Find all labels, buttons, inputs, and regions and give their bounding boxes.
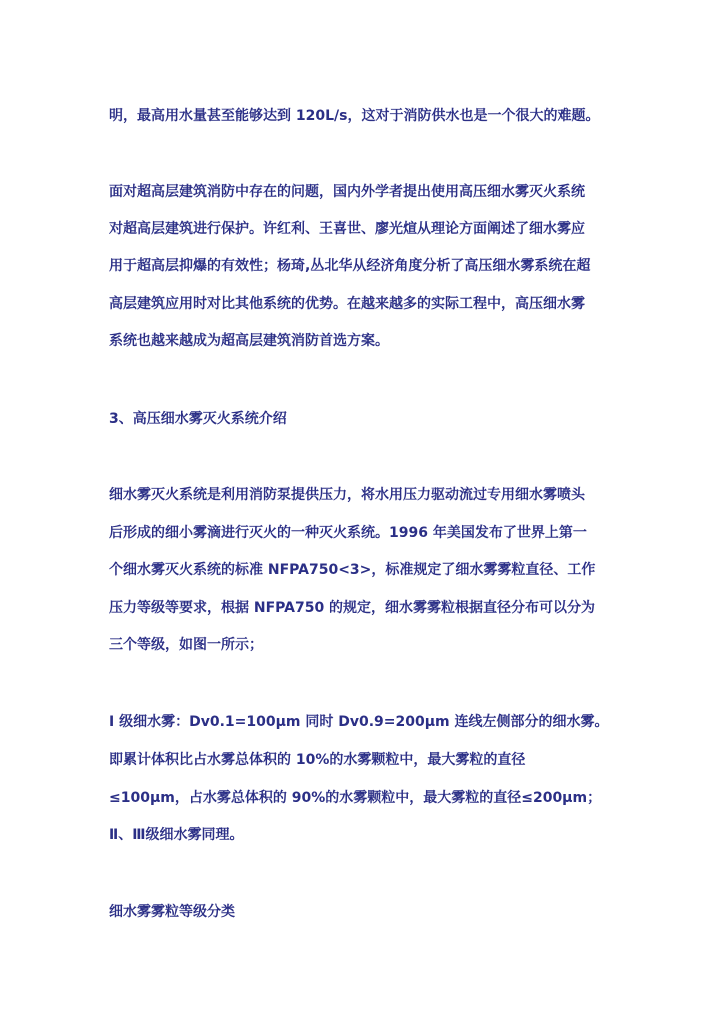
text-line: 系统也越来越成为超高层建筑消防首选方案。	[109, 333, 389, 349]
text-line: Ⅰ 级细水雾：Dv0.1=100μm 同时 Dv0.9=200μm 连线左侧部分的细水雾。	[109, 714, 609, 730]
text-line: 三个等级，如图一所示；	[109, 637, 263, 653]
text-line: ≤100μm，占水雾总体积的 90%的水雾颗粒中，最大雾粒的直径≤200μm；	[109, 790, 602, 806]
text-line: 高层建筑应用时对比其他系统的优势。在越来越多的实际工程中，高压细水雾	[109, 296, 585, 312]
text-line: 即累计体积比占水雾总体积的 10%的水雾颗粒中，最大雾粒的直径	[109, 752, 526, 768]
text-line: 面对超高层建筑消防中存在的问题，国内外学者提出使用高压细水雾灭火系统	[109, 184, 585, 200]
text-line: Ⅱ、Ⅲ级细水雾同理。	[109, 827, 244, 843]
section-heading: 3、高压细水雾灭火系统介绍	[109, 411, 287, 427]
text-line: 后形成的细小雾滴进行灭火的一种灭火系统。1996 年美国发布了世界上第一	[109, 525, 587, 541]
text-line: 细水雾灭火系统是利用消防泵提供压力，将水用压力驱动流过专用细水雾喷头	[109, 487, 585, 503]
text-line: 个细水雾灭火系统的标准 NFPA750<3>，标准规定了细水雾雾粒直径、工作	[109, 562, 596, 578]
text-line: 用于超高层抑爆的有效性；杨琦,丛北华从经济角度分析了高压细水雾系统在超	[109, 258, 591, 274]
text-line: 对超高层建筑进行保护。许红利、王喜世、廖光煊从理论方面阐述了细水雾应	[109, 221, 585, 237]
text-line: 压力等级等要求，根据 NFPA750 的规定，细水雾雾粒根据直径分布可以分为	[109, 600, 596, 616]
figure-caption: 细水雾雾粒等级分类	[109, 904, 235, 920]
text-line: 明，最高用水量甚至能够达到 120L/s，这对于消防供水也是一个很大的难题。	[109, 108, 600, 124]
